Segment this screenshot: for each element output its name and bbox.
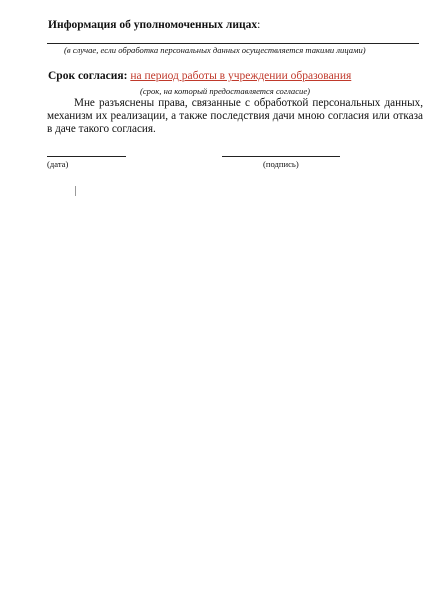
consent-term-value: на период работы в учреждении образования [130, 70, 352, 82]
authorized-persons-heading [48, 19, 260, 31]
signature-caption: (подпись) [263, 159, 299, 169]
signature-fill-line [222, 156, 340, 157]
authorized-persons-heading-label: Информация об уполномоченных лицах [48, 19, 258, 31]
rights-explained-paragraph: Мне разъяснены права, связанные с обработкой персональных данных, механизм их реализации, а также последствия дачи мною согласия или отказа в даче такого согласия. [47, 97, 423, 135]
heading-colon: : [257, 19, 261, 31]
authorized-persons-note: (в случае, если обработка персональных данных осуществляется такими лицами) [64, 45, 366, 55]
consent-term [48, 70, 351, 82]
consent-term-label: Срок согласия: [48, 70, 128, 82]
consent-term-note: (срок, на который предоставляется согласие) [140, 86, 311, 96]
date-caption: (дата) [47, 159, 69, 169]
date-fill-line [47, 156, 126, 157]
authorized-persons-fill-line [47, 43, 419, 44]
text-cursor [75, 186, 76, 196]
